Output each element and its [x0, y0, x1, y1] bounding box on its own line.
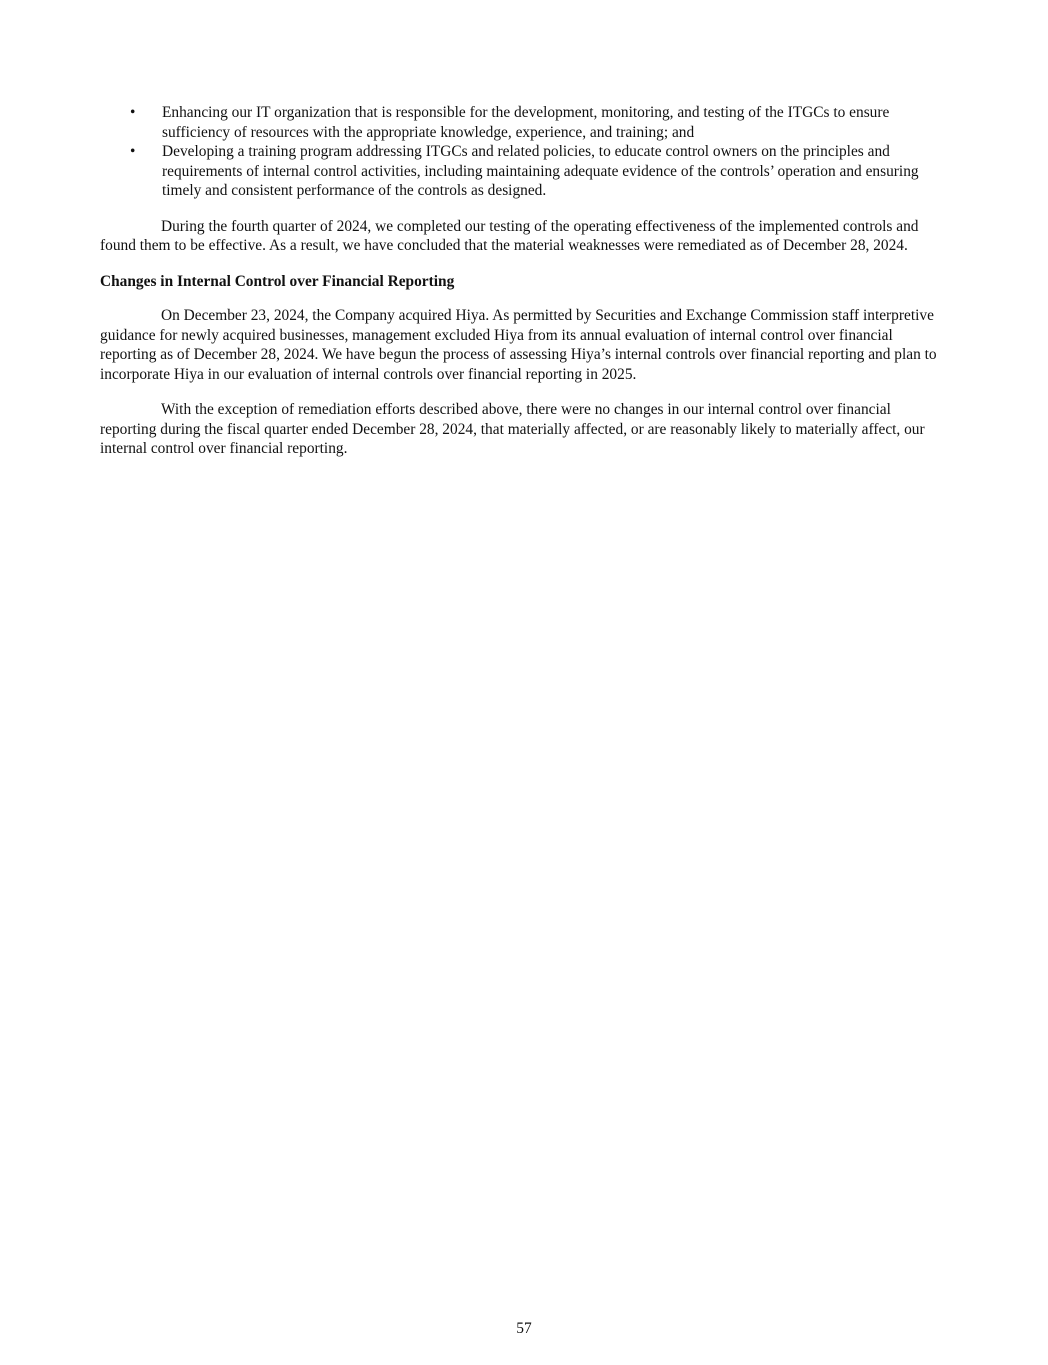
bullet-marker: • [130, 143, 136, 160]
remediation-paragraph: During the fourth quarter of 2024, we completed our testing of the operating effectiveness of the implemented controls and found them to be effective. As a result, we have concluded that the material weaknesses were remediated as of December 28, 2024. [100, 217, 919, 254]
list-item [100, 142, 950, 201]
no-changes-paragraph: With the exception of remediation efforts described above, there were no changes in our internal control over financial reporting during the fiscal quarter ended December 28, 2024, that materially affected, or are reasonably likely to materially affect, our internal control over financial reporting. [100, 401, 925, 457]
bullet-text: Developing a training program addressing ITGCs and related policies, to educate control owners on the principles and requirements of internal control activities, including maintaining adequate evidence of the controls’ operation and ensuring timely and consistent performance of the controls as designed. [162, 143, 919, 199]
page-number: 57 [516, 1320, 532, 1337]
bullet-list [100, 103, 950, 201]
section-heading: Changes in Internal Control over Financial Reporting [100, 272, 455, 290]
bullet-text: Enhancing our IT organization that is responsible for the development, monitoring, and testing of the ITGCs to ensure sufficiency of resources with the appropriate knowledge, experience, and training; and [162, 104, 890, 141]
bullet-marker: • [130, 104, 136, 121]
document-page [100, 103, 950, 459]
acquisition-paragraph: On December 23, 2024, the Company acquired Hiya. As permitted by Securities and Exchange Commission staff interpretive guidance for newly acquired businesses, management excluded Hiya from its annual evaluation of internal control over financial reporting as of December 28, 2024. We have begun the process of assessing Hiya’s internal controls over financial reporting and plan to incorporate Hiya in our evaluation of internal controls over financial reporting in 2025. [100, 307, 937, 383]
list-item [100, 103, 950, 142]
